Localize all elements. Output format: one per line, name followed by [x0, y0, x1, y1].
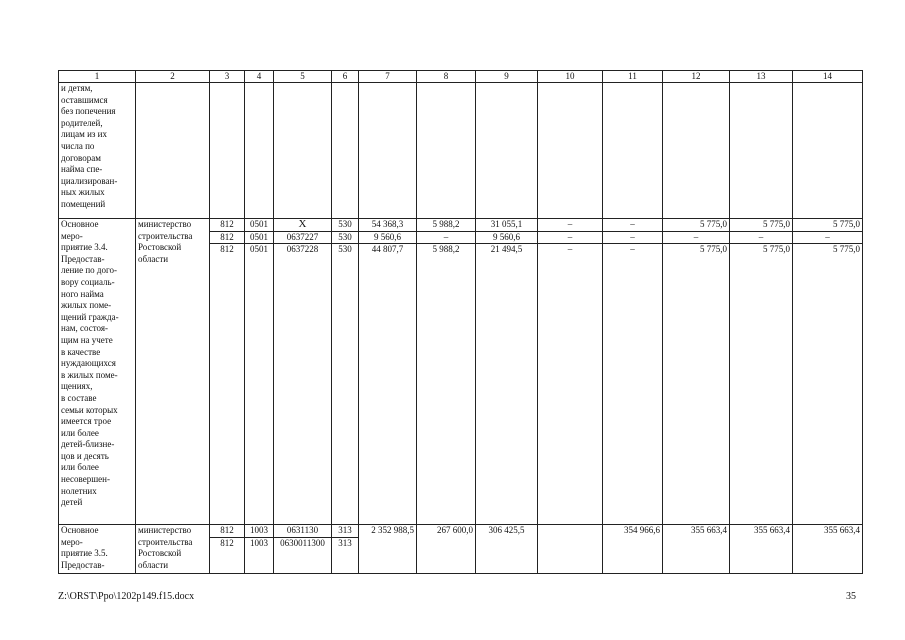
grbs-code: 812	[210, 231, 244, 244]
col-header: 10	[538, 71, 603, 83]
target-article-code: X	[298, 218, 307, 230]
section-code: 0501	[250, 219, 268, 229]
row-description: Основное меро- приятие 3.5. Предостав-	[61, 525, 108, 570]
responsible-executor: министерство строительства Ростовской области	[138, 219, 193, 264]
grbs-code: 812	[220, 525, 234, 535]
page-number: 35	[846, 591, 856, 602]
col-header: 3	[210, 71, 245, 83]
amount-cell: 9 560,6	[359, 231, 416, 244]
table-row	[59, 525, 863, 574]
col-header: 1	[59, 71, 136, 83]
col-header: 9	[476, 71, 538, 83]
col-header: 2	[136, 71, 210, 83]
col-header: 5	[274, 71, 332, 83]
target-article-code: 0631130	[286, 525, 319, 535]
amount-cell: 306 425,5	[488, 525, 525, 535]
amount-cell: 355 663,4	[754, 525, 790, 535]
col-header: 13	[730, 71, 793, 83]
col-header: 7	[359, 71, 417, 83]
amount-cell	[540, 525, 600, 537]
amount-cell: –	[730, 231, 792, 244]
expense-type-code: 313	[338, 525, 352, 535]
col-header: 14	[793, 71, 863, 83]
amount-cell: 267 600,0	[437, 525, 473, 535]
section-code: 1003	[245, 537, 273, 550]
document-file-path: Z:\ORST\Ppo\1202p149.f15.docx	[58, 591, 195, 602]
amount-cell: –	[417, 231, 475, 244]
amount-cell: 5 988,2	[432, 219, 460, 229]
table-row	[59, 219, 863, 525]
amount-cell: 5 775,0	[663, 243, 729, 256]
amount-cell: 5 775,0	[700, 219, 727, 229]
amount-cell: –	[793, 231, 862, 244]
col-header: 6	[332, 71, 359, 83]
section-code: 1003	[250, 525, 268, 535]
amount-cell: 5 988,2	[417, 243, 475, 256]
amount-cell: 31 055,1	[490, 219, 523, 229]
amount-cell: –	[538, 231, 602, 244]
col-header: 11	[603, 71, 663, 83]
table-header-row	[59, 71, 863, 83]
amount-cell: 355 663,4	[824, 525, 860, 535]
col-header: 8	[417, 71, 476, 83]
expense-type-code: 530	[338, 219, 352, 229]
expense-type-code: 530	[332, 231, 358, 244]
amount-cell: 5 775,0	[763, 219, 790, 229]
amount-cell: –	[567, 219, 573, 229]
target-article-code: 0630011300	[274, 537, 331, 550]
amount-cell: –	[663, 231, 729, 244]
amount-cell: 5 775,0	[730, 243, 792, 256]
target-article-code: 0637228	[274, 243, 331, 256]
amount-cell: 5 775,0	[793, 243, 862, 256]
row-description: Основное меро- приятие 3.4. Предостав- ление по дого- вору социаль- ного найма жилых поме- щений гражда- нам, состоя- щим на учете в качестве нуждающихся в жилых поме- щениях, в составе семьи которых имеется трое или более детей-близне- цов и десять или более несовершен- нолетних детей	[61, 219, 119, 508]
amount-cell: 354 966,6	[624, 525, 660, 535]
col-header: 12	[663, 71, 730, 83]
budget-table	[58, 70, 863, 574]
grbs-code: 812	[210, 243, 244, 256]
amount-cell: 2 352 988,5	[371, 525, 414, 535]
section-code: 0501	[245, 231, 273, 244]
amount-cell: –	[538, 243, 602, 256]
section-code: 0501	[245, 243, 273, 256]
amount-cell: 21 494,5	[476, 243, 537, 256]
col-header: 4	[245, 71, 274, 83]
target-article-code: 0637227	[274, 231, 331, 244]
table-row	[59, 83, 863, 219]
expense-type-code: 530	[332, 243, 358, 256]
amount-cell: –	[630, 219, 635, 229]
amount-cell: 54 368,3	[371, 219, 404, 229]
grbs-code: 812	[220, 219, 234, 229]
amount-cell: 355 663,4	[691, 525, 727, 535]
amount-cell: 44 807,7	[359, 243, 416, 256]
amount-cell: –	[603, 231, 662, 244]
expense-type-code: 313	[332, 537, 358, 550]
row-description: и детям, оставшимся без попечения родителей, лицам из их числа по договорам найма спе- циализирован- ных жилых помещений	[61, 83, 118, 209]
responsible-executor: министерство строительства Ростовской области	[138, 525, 193, 570]
grbs-code: 812	[210, 537, 244, 550]
amount-cell: 5 775,0	[833, 219, 860, 229]
amount-cell: 9 560,6	[476, 231, 537, 244]
amount-cell: –	[603, 243, 662, 256]
